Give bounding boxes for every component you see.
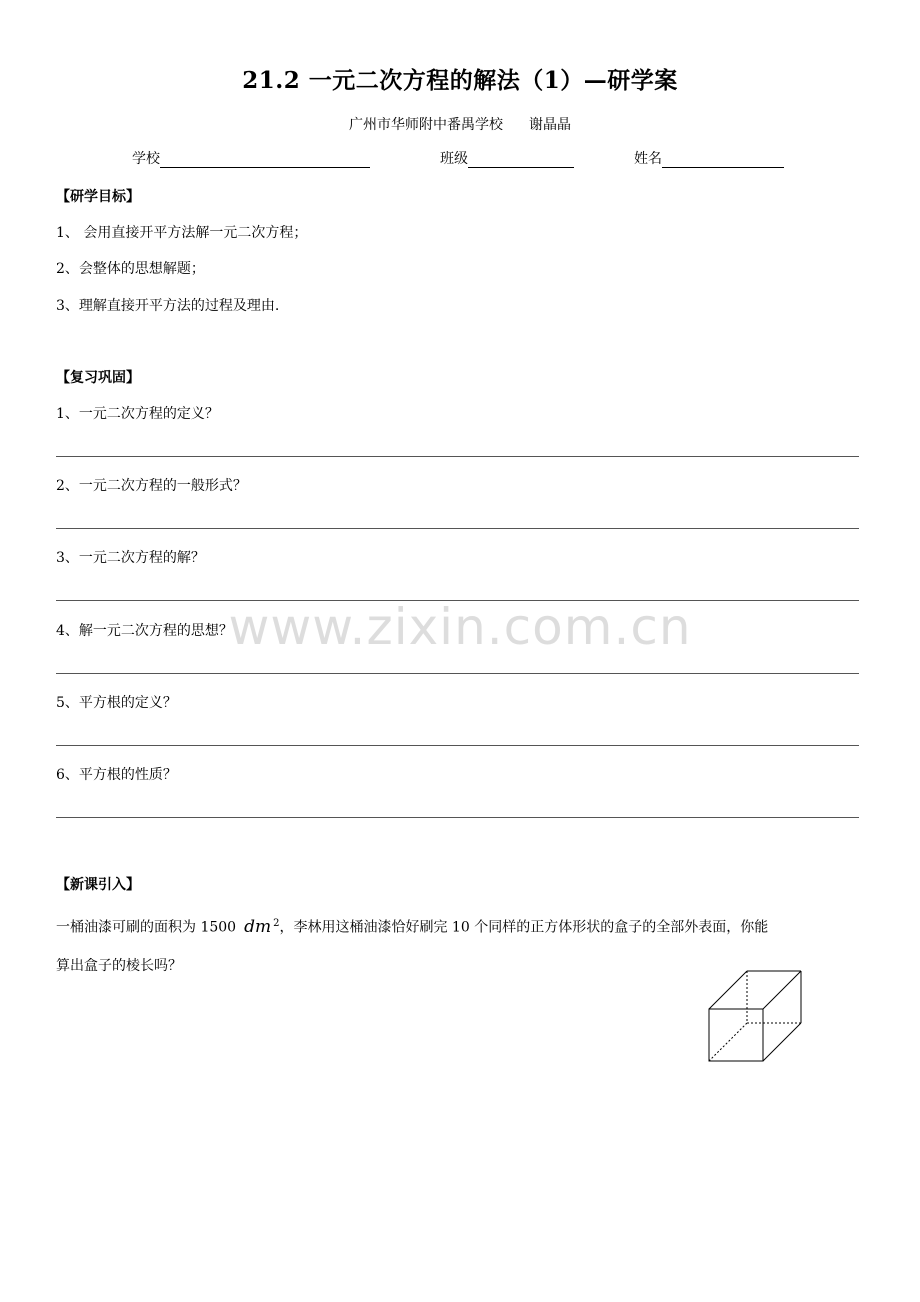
visible-edge xyxy=(763,971,801,1009)
school-blank[interactable] xyxy=(160,151,370,168)
school-name: 广州市华师附中番禺学校 xyxy=(349,117,503,133)
area-unit: dm xyxy=(244,916,272,937)
name-field[interactable] xyxy=(634,148,784,168)
class-field[interactable] xyxy=(440,148,574,168)
goal-item: 1、 会用直接开平方法解一元二次方程； xyxy=(56,225,308,241)
answer-line[interactable] xyxy=(56,528,859,529)
page-title: 21.2 一元二次方程的解法（1）—研学案 xyxy=(242,67,678,94)
review-question: 2、一元二次方程的一般形式？ xyxy=(56,478,247,494)
review-header: 【复习巩固】 xyxy=(56,370,140,386)
intro-paragraph-line-1: 一桶油漆可刷的面积为 1500 dm $^2$，李林用这桶油漆恰好刷完 10 个同样的正方体形状的盒子的全部外表面，你能 xyxy=(56,916,769,937)
review-question: 5、平方根的定义？ xyxy=(56,695,177,711)
goals-header: 【研学目标】 xyxy=(56,189,140,205)
teacher-name: 谢晶晶 xyxy=(529,117,571,133)
answer-line[interactable] xyxy=(56,745,859,746)
class-blank[interactable] xyxy=(468,151,574,168)
answer-line[interactable] xyxy=(56,673,859,674)
visible-edge xyxy=(709,971,747,1009)
review-question: 1、一元二次方程的定义？ xyxy=(56,406,219,422)
intro-header: 【新课引入】 xyxy=(56,877,140,893)
school-field[interactable] xyxy=(132,148,370,168)
goal-item: 2、会整体的思想解题； xyxy=(56,261,205,277)
review-question: 3、一元二次方程的解？ xyxy=(56,550,205,566)
watermark: www.zixin.com.cn xyxy=(228,598,692,656)
cuboid-figure xyxy=(700,962,810,1068)
answer-line[interactable] xyxy=(56,456,859,457)
goal-item: 3、理解直接开平方法的过程及理由. xyxy=(56,298,280,314)
visible-edge xyxy=(763,1023,801,1061)
front-face xyxy=(709,1009,763,1061)
hidden-edge xyxy=(709,1023,747,1061)
review-question: 6、平方根的性质？ xyxy=(56,767,177,783)
name-label: 姓名 xyxy=(634,151,662,167)
author-line xyxy=(0,114,920,134)
intro-paragraph-line-2: 算出盒子的棱长吗？ xyxy=(56,958,182,974)
unit-exponent: 2 xyxy=(273,918,280,929)
class-label: 班级 xyxy=(440,151,468,167)
review-question: 4、解一元二次方程的思想？ xyxy=(56,623,233,639)
school-label: 学校 xyxy=(132,151,160,167)
name-blank[interactable] xyxy=(662,151,784,168)
answer-line[interactable] xyxy=(56,817,859,818)
